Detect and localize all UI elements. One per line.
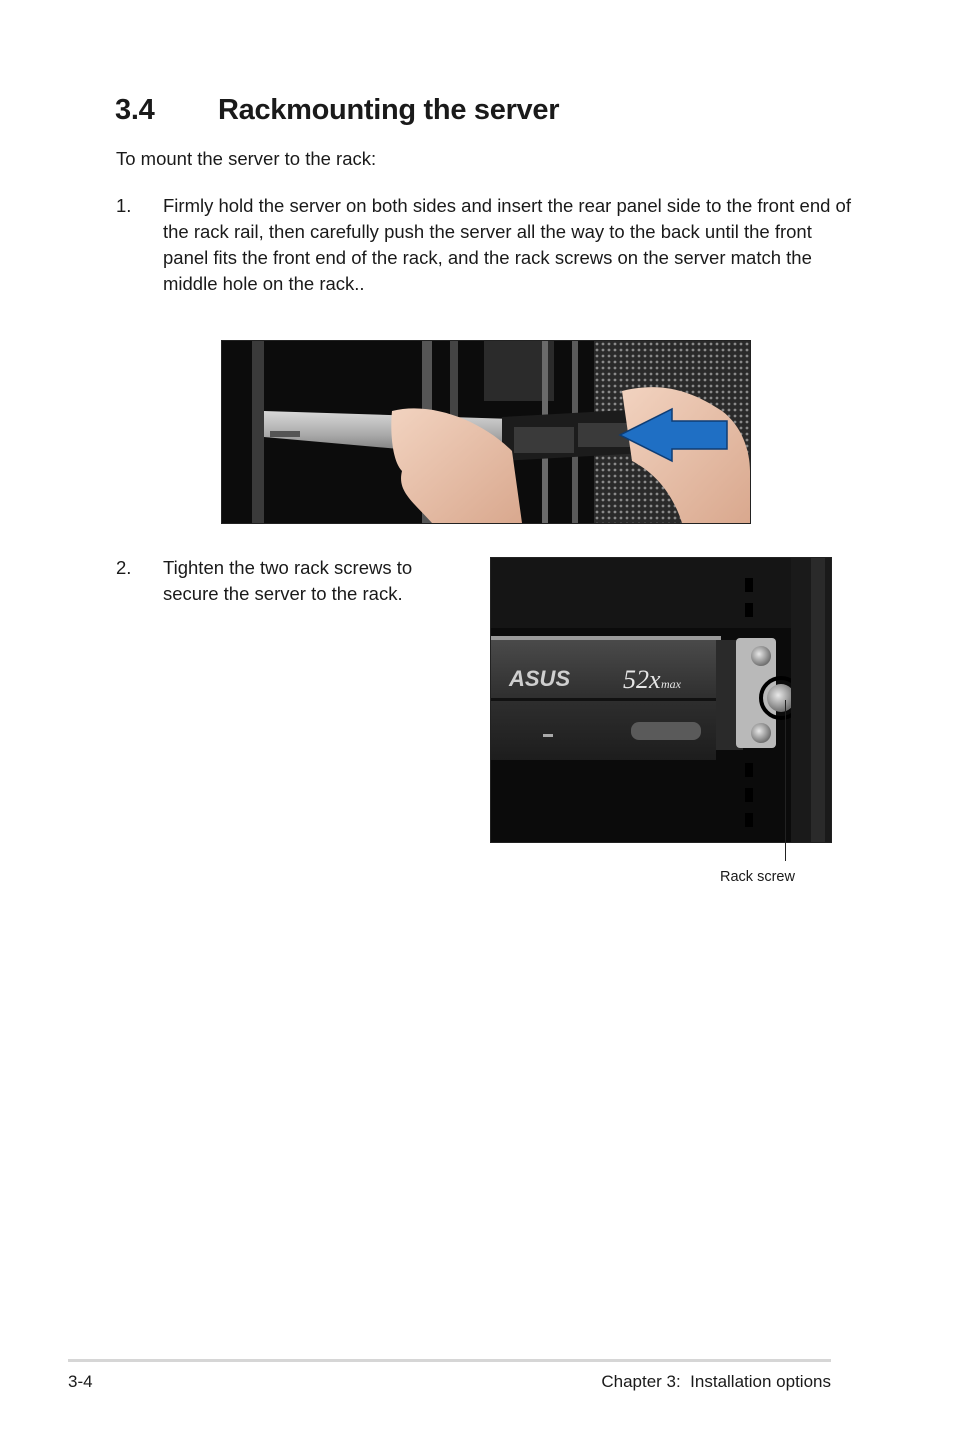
footer-divider [68,1359,831,1362]
callout-line [785,700,786,861]
page-number: 3-4 [68,1372,93,1391]
step-2-text: Tighten the two rack screws to secure the server to the rack. [163,557,413,604]
intro-text: To mount the server to the rack: [116,148,377,169]
asus-logo: ASUS [509,666,571,691]
drive-speed: 52x [623,665,661,694]
step-1-text: Firmly hold the server on both sides and insert the rear panel side to the front end of the rack rail, then carefully push the server all the way to the back until the front panel fits the front end of the rack, and the rack screws on the server match the middle hole on the rack.. [163,195,851,294]
chapter-title: Chapter 3: Installation options [601,1372,831,1391]
drive-speed-suffix: max [661,677,681,691]
section-heading [115,94,559,127]
step-1-number: 1. [116,195,132,216]
section-title: Rackmounting the server [218,94,560,126]
section-number: 3.4 [115,94,155,126]
rack-screw-label: Rack screw [720,869,795,885]
rack-screw-photo [490,557,832,843]
step-2-number: 2. [116,557,132,578]
server-insert-photo [221,340,751,524]
